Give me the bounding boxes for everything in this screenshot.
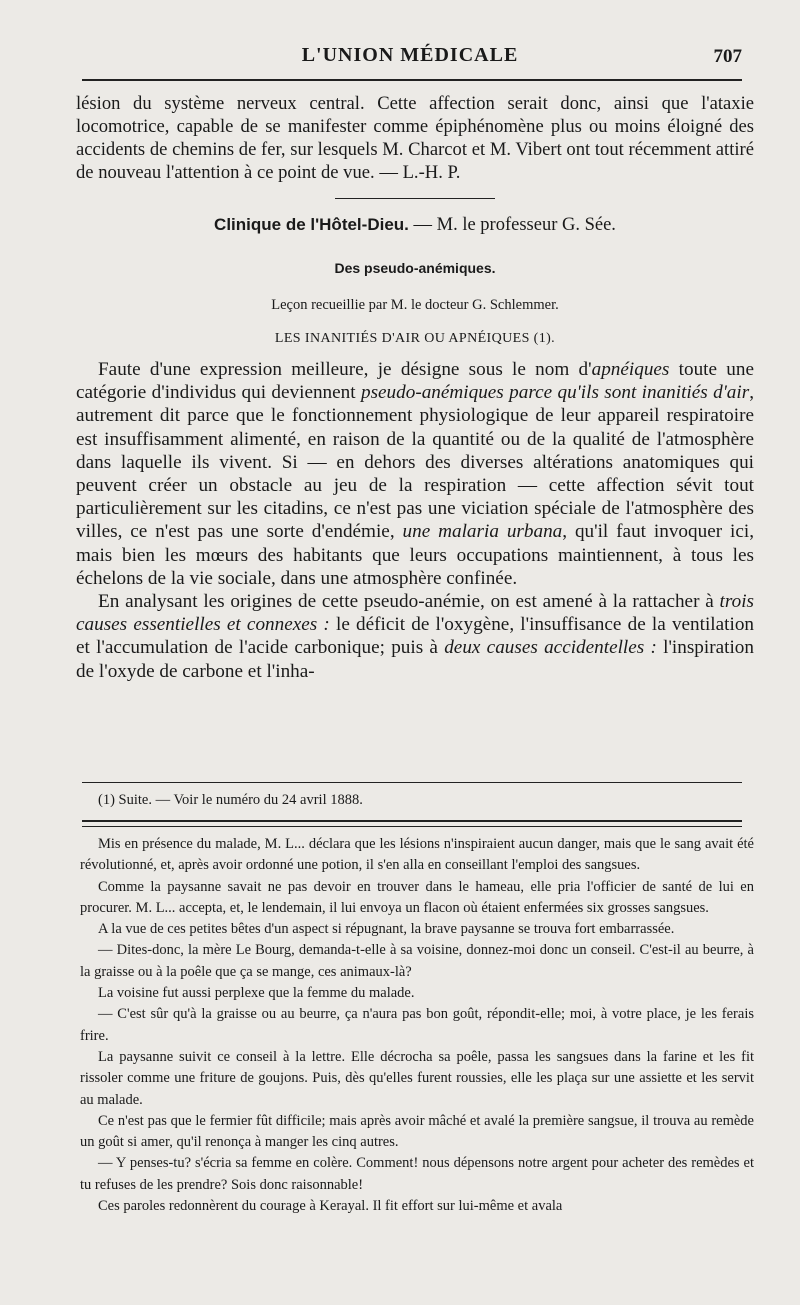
feuilleton-paragraph: La voisine fut aussi perplexe que la femme du malade. [98, 985, 415, 1002]
footnote: (1) Suite. — Voir le numéro du 24 avril 1888. [98, 792, 363, 808]
header-rule [82, 79, 742, 81]
italic-run: trois causes essentielles et connexes : [76, 591, 754, 636]
italic-run: une malaria urbana [402, 521, 563, 543]
text-run: le déficit de l'oxygène, l'insuffisance de la ventilation et l'accumulation de l'acide carbonique; puis à [76, 614, 755, 659]
intro-paragraph: lésion du système nerveux central. Cette affection serait donc, ainsi que l'ataxie locomotrice, capable de se manifester comme épiphénomène plus ou moins éloigné des accidents de chemins de fer, sur lesquels M. Charcot et M. Vibert ont tout récemment attiré de nouveau l'attention à ce point de vue. — L.-H. P. [76, 93, 754, 183]
feuilleton-paragraph: Comme la paysanne savait ne pas devoir en trouver dans le hameau, elle pria l'officier de santé de lui en procurer. M. L... accepta, et, le lendemain, il lui envoya un flacon où étaient enfermées six grosses sangsues. [80, 878, 754, 916]
italic-run: deux causes accidentelles : [444, 637, 657, 659]
feuilleton-paragraph: La paysanne suivit ce conseil à la lettre. Elle décrocha sa poêle, passa les sangsues dans la farine et les fit rissoler comme une friture de goujons. Puis, dès qu'elles furent roussies, elle les plaça sur une assiette et les servit au malade. [80, 1048, 754, 1108]
clinic-professor: — M. le professeur G. Sée. [408, 215, 616, 235]
feuilleton-rule [82, 820, 742, 827]
italic-run: apnéiques [591, 359, 670, 380]
feuilleton-paragraph: — Dites-donc, la mère Le Bourg, demanda-t-elle à sa voisine, donnez-moi donc un conseil. C'est-il au beurre, à la graisse ou à la poêle que ça se mange, ces animaux-là? [80, 942, 754, 980]
feuilleton-paragraph: — C'est sûr qu'à la graisse ou au beurre, ça n'aura pas bon goût, répondit-elle; moi, à votre place, je les ferais frire. [80, 1006, 754, 1044]
footnote-rule [82, 782, 742, 783]
clinic-title: Clinique de l'Hôtel-Dieu. [214, 215, 409, 234]
feuilleton-paragraph: A la vue de ces petites bêtes d'un aspect si répugnant, la brave paysanne se trouva fort embarrassée. [98, 921, 675, 938]
feuilleton-section [80, 834, 754, 1217]
body-paragraph-1 [76, 358, 754, 590]
feuilleton-paragraph: Ce n'est pas que le fermier fût difficile; mais après avoir mâché et avalé la première sangsue, il trouva au remède un goût si amer, qu'il renonça à manger les cinq autres. [80, 1112, 754, 1151]
text-run: toute une catégorie d'individus qui deviennent [76, 359, 754, 404]
body-paragraph-2 [76, 590, 754, 683]
text-run: Faute d'une expression meilleure, je désigne sous le nom d' [98, 359, 592, 380]
italic-run: pseudo-anémiques parce qu'ils sont inanitiés d'air [360, 382, 750, 404]
section-heading: LES INANITIÉS D'AIR OU APNÉIQUES (1). [274, 331, 556, 346]
article-body [76, 92, 754, 683]
text-run: , qu'il faut invoquer ici, mais bien les mœurs des habitants que leurs occupations maintiennent, à tous les échelons de la vie sociale, dans une atmosphère confinée. [76, 521, 754, 589]
feuilleton-paragraph: — Y penses-tu? s'écria sa femme en colère. Comment! nous dépensons notre argent pour acheter des remèdes et tu refuses de les prendre? Sois donc raisonnable! [80, 1155, 754, 1193]
clinic-heading [76, 213, 754, 237]
page-number: 707 [713, 46, 742, 67]
lesson-recorder: Leçon recueillie par M. le docteur G. Schlemmer. [271, 297, 559, 313]
feuilleton-paragraph: Mis en présence du malade, M. L... déclara que les lésions n'inspiraient aucun danger, mais que le sang avait été révolutionné, et, après avoir ordonné une potion, il s'en alla en conseillant l'emploi des sangsues. [80, 836, 754, 874]
text-run: l'inspiration de l'oxyde de carbone et l'inha- [76, 637, 754, 682]
section-divider [335, 198, 495, 199]
page-header [78, 44, 742, 76]
text-run: , autrement dit parce que le fonctionnement physiologique de leur appareil respiratoire est insuffisamment alimenté, en raison de la quantité ou de la qualité de l'atmosphère dans laquelle ils vivent. Si — en dehors des diverses altérations anatomiques qui peuvent créer un obstacle au jeu de la respiration — cette affection sévit tout particulièrement sur les citadins, ce n'est pas une viciation spéciale de l'atmosphère des villes, ce n'est pas une sorte d'endémie, [76, 382, 754, 543]
feuilleton-paragraph: Ces paroles redonnèrent du courage à Kerayal. Il fit effort sur lui-même et avala [98, 1198, 563, 1215]
lesson-subtitle: Des pseudo-anémiques. [334, 260, 496, 276]
text-run: En analysant les origines de cette pseudo-anémie, on est amené à la rattacher à [98, 591, 720, 613]
running-title: L'UNION MÉDICALE [301, 44, 519, 66]
